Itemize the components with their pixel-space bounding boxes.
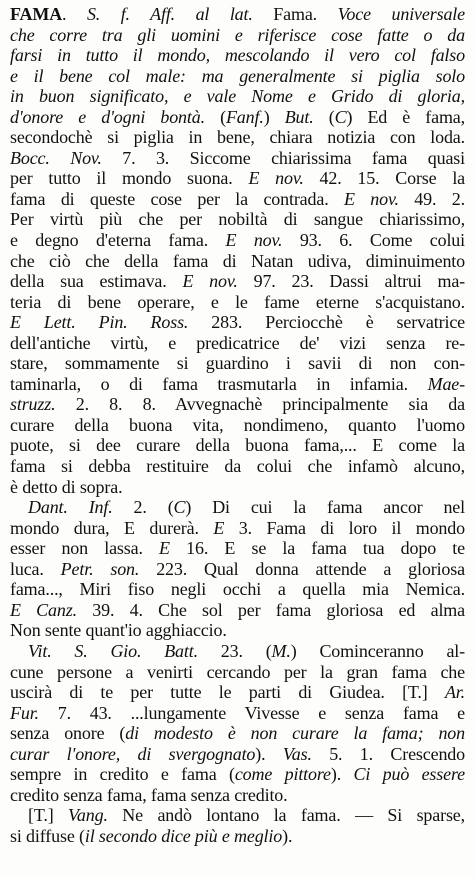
text-segment: ) Di cui la fama ancor nel (185, 497, 466, 518)
entry-line (10, 435, 465, 456)
text-segment: 223. Qual donna attende a gloriosa (139, 558, 465, 579)
entry-line (10, 394, 465, 415)
entry-line (10, 312, 465, 333)
entry-line (10, 107, 465, 128)
text-segment: Per virtù più che per nobiltà di sangue chiarissimo, (10, 209, 465, 230)
text-segment: taminarla, o di fama trasmutarla in infamia. (10, 373, 428, 394)
text-segment: . (62, 4, 87, 24)
italic-segment: farsi in tutto il mondo, mescolando il vero col falso (10, 45, 465, 66)
entry-line (10, 209, 465, 230)
text-segment: esser non lassa. (10, 538, 160, 559)
text-segment: 16. E se la fama tua dopo te (169, 538, 465, 559)
entry-line (10, 620, 465, 641)
italic-segment: Voce universale (337, 4, 465, 24)
italic-segment: di modesto è non curare la fama; non (125, 723, 465, 744)
entry-line (10, 353, 465, 374)
text-segment: fama..., Miri fiso negli occhi a quella mia Nemica. (10, 579, 465, 600)
entry-line (10, 497, 465, 518)
italic-segment: il secondo dice più e meglio (84, 825, 283, 846)
text-segment: ] (421, 682, 445, 703)
entry-line (10, 600, 465, 621)
entry-line (10, 456, 465, 477)
text-segment: ] (47, 805, 69, 826)
italic-segment: curar l'onore, di svergognato (10, 743, 256, 764)
italic-segment: E nov. (182, 271, 238, 292)
entry-line (10, 271, 465, 292)
text-segment: per tutto il mondo suona. (10, 168, 249, 189)
entry-line (10, 86, 465, 107)
text-segment: che ciò che della fama di Natan udiva, diminuimento (10, 250, 465, 271)
italic-segment: d'onore e d'ogni bontà. (10, 106, 205, 127)
text-segment: 39. 4. Che sol per fama gloriosa ed alma (76, 599, 465, 620)
entry-line (10, 641, 465, 662)
entry-line (10, 127, 465, 148)
text-segment: 93. 6. Come colui (282, 230, 466, 251)
italic-segment: Mae- (427, 373, 465, 394)
italic-segment: che corre tra gli uomini e riferisce cose fatte o da (10, 24, 465, 45)
text-segment: 23. ( (197, 640, 272, 661)
italic-segment: Vas. (282, 743, 312, 764)
text-segment: senza onore ( (10, 723, 126, 744)
entry-line (10, 682, 465, 703)
italic-segment: M. (271, 640, 291, 661)
text-segment: ) Ed è fama, (346, 106, 466, 127)
text-segment: 49. 2. (398, 188, 466, 209)
entry-line (10, 662, 465, 683)
text-segment: Fama. (252, 4, 338, 24)
text-segment: fama di queste cose per la contrada. (10, 188, 344, 209)
entry-line (10, 785, 465, 806)
italic-segment: Vang. (68, 805, 108, 826)
italic-segment: C (334, 106, 347, 127)
text-segment: si diffuse ( (10, 825, 85, 846)
text-segment: è detto di sopra. (10, 476, 123, 497)
italic-segment: E nov. (225, 230, 283, 251)
entry-line (10, 703, 465, 724)
italic-segment: S. f. Aff. al lat. (86, 4, 253, 24)
italic-segment: Bocc. Nov. (10, 147, 102, 168)
italic-segment: E nov. (344, 188, 399, 209)
text-segment: dell'antiche virtù, e predicatrice de' vizi senza re- (10, 332, 465, 353)
entry-line (10, 292, 465, 313)
entry-line (10, 415, 465, 436)
text-segment: e degno d'eterna fama. (10, 230, 226, 251)
text-segment: secondochè si piglia in bene, chiara notizia con loda. (10, 127, 465, 148)
entry-line (10, 230, 465, 251)
text-segment: ) Cominceranno al- (290, 640, 465, 661)
entry-line (10, 148, 465, 169)
italic-segment: C (173, 497, 186, 518)
small-caps-marker: T. (407, 682, 422, 703)
text-segment: puote, si dee curare della buona fama,... E come la (10, 435, 465, 456)
small-caps-marker: T. (33, 805, 48, 826)
text-segment: credito senza fama, fama senza credito. (10, 784, 288, 805)
text-segment: Non sente quant'io agghiaccio. (10, 620, 227, 641)
entry-line (10, 45, 465, 66)
text-segment: ( (204, 106, 226, 127)
text-segment: fama si debba restituire da colui che infamò alcuno, (10, 456, 465, 477)
italic-segment: E (159, 538, 170, 559)
text-segment: sempre in credito e fama ( (10, 764, 235, 785)
entry-line (10, 374, 465, 395)
italic-segment: in buon significato, e vale Nome e Grido di gloria, (10, 86, 465, 107)
entry-line (10, 251, 465, 272)
text-segment: teria di bene operare, e le fame eterne s'acquistano. (10, 291, 465, 312)
text-segment: mondo dura, E durerà. (10, 517, 214, 538)
text-segment: cune persone a venirti cercando per la gran fama che (10, 661, 465, 682)
text-segment: 5. 1. Crescendo (311, 743, 466, 764)
text-segment: [ (28, 805, 34, 826)
entry-line (10, 189, 465, 210)
italic-segment: E Canz. (10, 599, 77, 620)
text-segment: uscirà di te per tutte le parti di Giudea. [ (10, 682, 408, 703)
italic-segment: come pittore (234, 764, 331, 785)
entry-line (10, 25, 465, 46)
italic-segment: Dant. Inf. (28, 497, 113, 518)
text-segment: 42. 15. Corse la (303, 168, 466, 189)
italic-segment: e il bene col male: ma generalmente si piglia solo (10, 65, 465, 86)
entry-line (10, 4, 465, 25)
entry-line (10, 66, 465, 87)
text-segment: ). (282, 825, 293, 846)
text-segment: ). (330, 764, 354, 785)
italic-segment: Petr. son. (60, 558, 140, 579)
entry-line (10, 805, 465, 826)
entry-line (10, 333, 465, 354)
entry-line (10, 518, 465, 539)
entry-line (10, 538, 465, 559)
text-segment: 2. 8. 8. Avvegnachè principalmente sia da (55, 394, 465, 415)
text-segment: 7. 3. Siccome chiarissima fama quasi (101, 147, 465, 168)
entry-line (10, 744, 465, 765)
text-segment: ( (313, 106, 335, 127)
text-segment: 2. ( (112, 497, 174, 518)
italic-segment: Vit. S. Gio. Batt. (28, 640, 198, 661)
italic-segment: Fanf. (225, 106, 264, 127)
entry-line (10, 477, 465, 498)
italic-segment: struzz. (10, 394, 56, 415)
entry-line (10, 723, 465, 744)
text-segment: ) (263, 106, 285, 127)
text-segment: 283. Perciocchè è servatrice (188, 312, 465, 333)
italic-segment: E nov. (248, 168, 304, 189)
text-segment: stare, sommamente si guardino i savii di non con- (10, 353, 465, 374)
entry-line (10, 579, 465, 600)
headword: FAMA (10, 4, 63, 24)
text-segment: della sua estimava. (10, 271, 183, 292)
text-segment: 7. 43. ...lungamente Vivesse e senza fama e (38, 702, 465, 723)
entry-line (10, 168, 465, 189)
text-segment: Ne andò lontano la fama. — Si sparse, (107, 805, 465, 826)
italic-segment: E (213, 517, 225, 538)
text-segment: 3. Fama di loro il mondo (224, 517, 465, 538)
italic-segment: E Lett. Pin. Ross. (10, 312, 189, 333)
italic-segment: Fur. (10, 702, 39, 723)
text-segment: curare della buona vita, nondimeno, quanto l'uomo (10, 414, 465, 435)
italic-segment: Ar. (444, 682, 465, 703)
dictionary-entry-fama (10, 4, 465, 846)
entry-line (10, 559, 465, 580)
italic-segment: Ci può essere (353, 764, 466, 785)
entry-line (10, 764, 465, 785)
italic-segment: But. (284, 106, 314, 127)
text-segment: 97. 23. Dassi altrui ma- (237, 271, 466, 292)
text-segment: luca. (10, 558, 61, 579)
entry-line (10, 826, 465, 847)
text-segment: ). (255, 743, 283, 764)
